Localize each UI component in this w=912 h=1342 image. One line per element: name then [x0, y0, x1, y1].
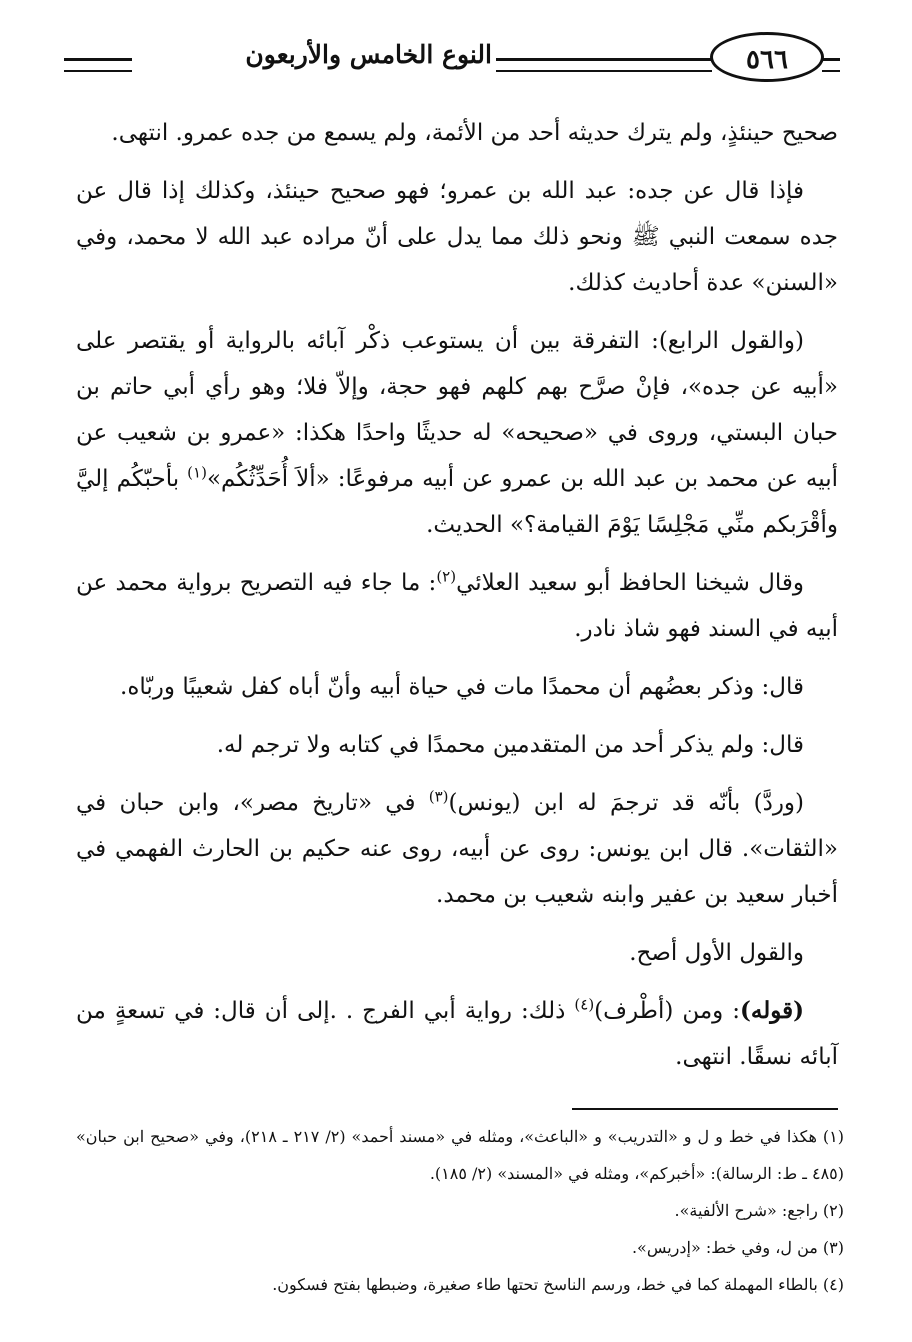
footnote: (٤) بالطاء المهملة كما في خط، ورسم الناسخ تحتها طاء صغيرة، وضبطها بفتح فسكون. [272, 1275, 844, 1294]
paragraph-text: : ما جاء فيه التصريح برواية محمد عن أبيه في السند فهو شاذ نادر. [76, 570, 838, 642]
paragraph: والقول الأول أصح. [629, 940, 804, 966]
page-number: ٥٦٦ [710, 32, 824, 82]
paragraph-text: في «تاريخ مصر»، وابن حبان في «الثقات». قال ابن يونس: روى عن أبيه، روى عنه حكيم بن الحارث الفهمي في أخبار سعيد بن عفير وابنه شعيب بن محمد. [76, 790, 838, 908]
paragraph: قال: وذكر بعضُهم أن محمدًا مات في حياة أبيه وأنّ أباه كفل شعيبًا وربّاه. [120, 674, 804, 700]
footnote: (١) هكذا في خط و ل و «التدريب» و «الباعث»، ومثله في «مسند أحمد» (٢/ ٢١٧ ـ ٢١٨)، وفي «صحيح ابن حبان» (٤٨٥ ـ ط: الرسالة): «أخبركم»، ومثله في «المسند» (٢/ ١٨٥). [76, 1127, 845, 1183]
paragraph [76, 318, 838, 548]
paragraph-text: ذلك: رواية أبي الفرج . .إلى أن قال: في تسعةٍ من آبائه نسقًا. انتهى. [76, 998, 838, 1070]
chapter-title: النوع الخامس والأربعون [245, 40, 492, 69]
paragraph [76, 780, 838, 918]
paragraph-text: : ومن (أطْرف) [594, 998, 741, 1024]
paragraph: قال: ولم يذكر أحد من المتقدمين محمدًا في كتابه ولا ترجم له. [216, 732, 804, 758]
header-rule-middle [496, 58, 712, 72]
paragraph-text: بأحبّكُم إليَّ وأقْرَبكم منِّي مَجْلِسًا يَوْمَ القيامة؟» الحديث. [76, 466, 838, 538]
paragraph: صحيح حينئذٍ، ولم يترك حديثه أحد من الأئمة، ولم يسمع من جده عمرو. انتهى. [111, 120, 838, 146]
paragraph: فإذا قال عن جده: عبد الله بن عمرو؛ فهو صحيح حينئذ، وكذلك إذا قال عن جده سمعت النبي ﷺ ونحو ذلك مما يدل على أنّ مراده عبد الله لا محمد، وفي «السنن» عدة أحاديث كذلك. [76, 178, 838, 296]
paragraph [76, 560, 838, 652]
footnote: (٣) من ل، وفي خط: «إدريس». [631, 1238, 844, 1257]
header-rule-left [64, 58, 132, 72]
footnote-reference[interactable]: (١) [187, 463, 207, 482]
footnote-reference[interactable]: (٢) [436, 567, 457, 586]
bold-keyword: (قوله) [740, 997, 804, 1024]
paragraph-text: وقال شيخنا الحافظ أبو سعيد العلائي [456, 570, 804, 596]
page-header [64, 30, 840, 92]
header-rule-right [822, 58, 840, 72]
footnote: (٢) راجع: «شرح الألفية». [674, 1201, 844, 1220]
footnotes [76, 1118, 844, 1303]
main-text [76, 110, 838, 1092]
paragraph-text: (وردَّ) بأنّه قد ترجمَ له ابن (يونس) [448, 790, 805, 816]
paragraph-text: (والقول الرابع): التفرقة بين أن يستوعب ذكْر آبائه بالرواية أو يقتصر على «أبيه عن جده»، فإنْ صرَّح بهم كلهم فهو حجة، وإلاّ فلا؛ وهو رأي أبي حاتم بن حبان البستي، وروى في «صحيحه» له حديثًا واحدًا هكذا: «عمرو بن شعيب عن أبيه عن محمد بن عبد الله بن عمرو عن أبيه مرفوعًا: «ألاَ أُحَدِّثُكُم» [76, 328, 838, 492]
footnote-reference[interactable]: (٤) [574, 995, 595, 1014]
paragraph [76, 988, 838, 1080]
footnote-separator [572, 1108, 838, 1110]
footnote-reference[interactable]: (٣) [428, 787, 449, 806]
